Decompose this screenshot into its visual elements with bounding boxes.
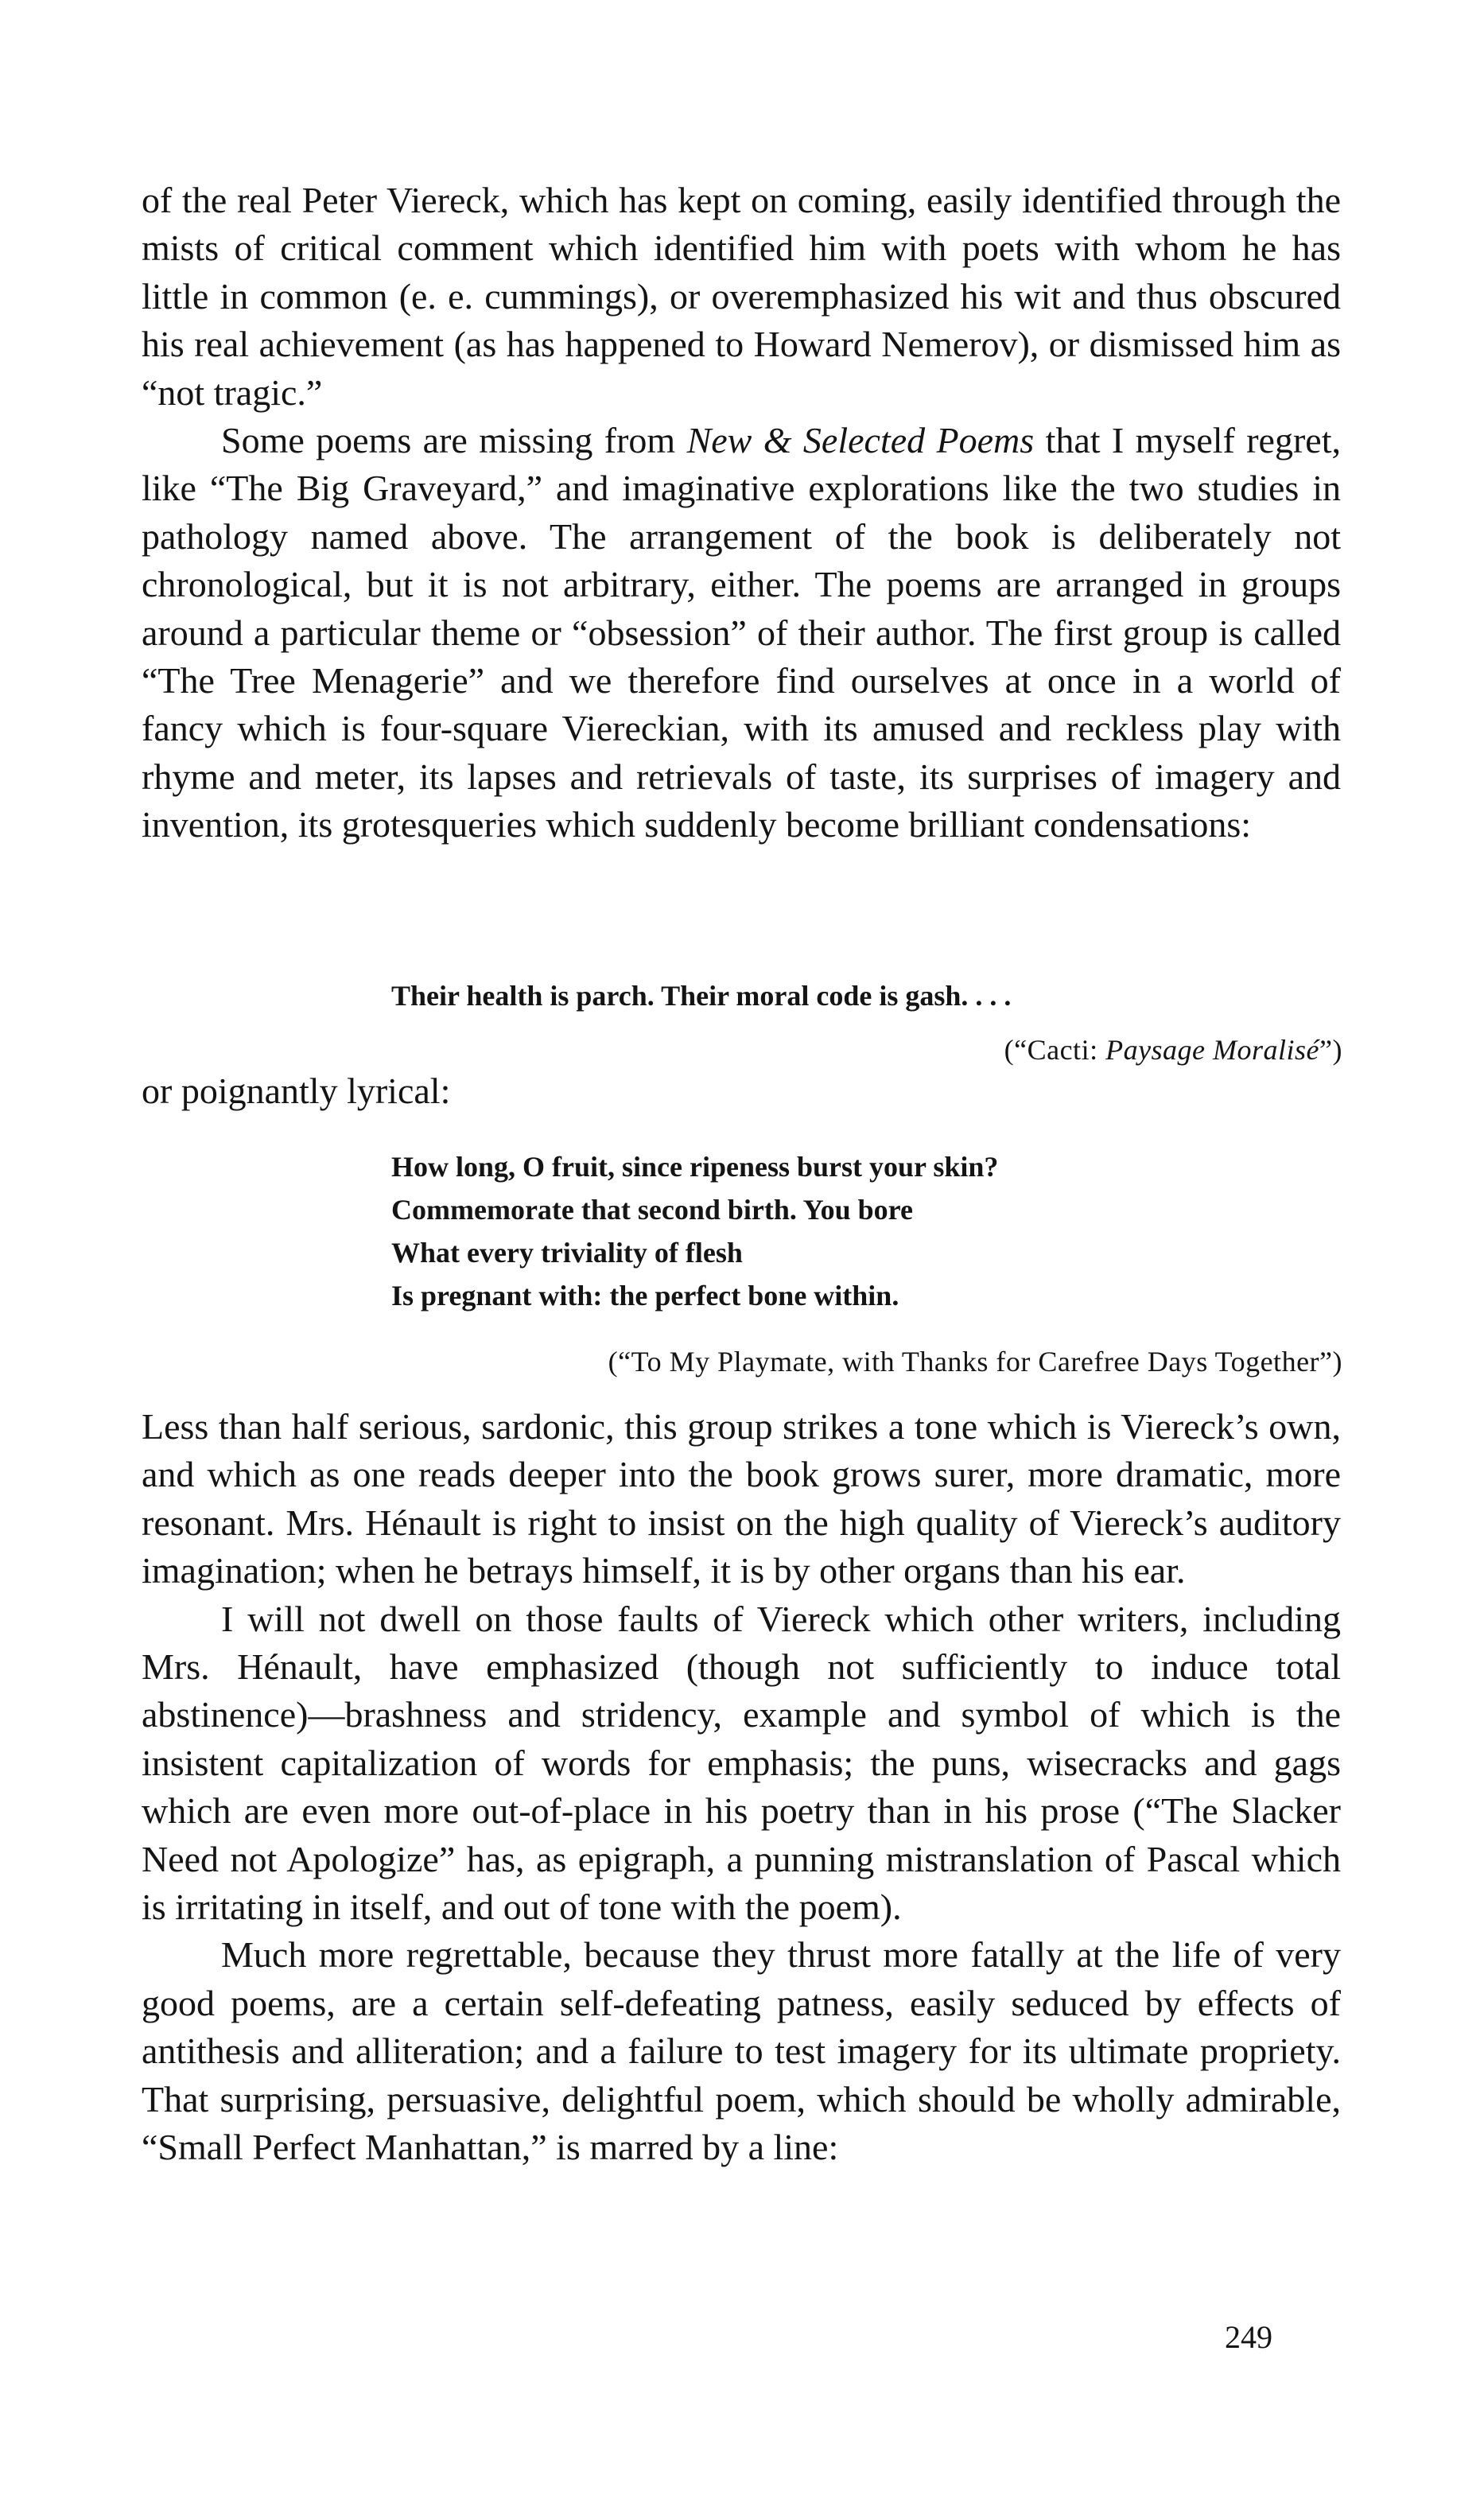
paragraph-patness: Much more regrettable, because they thrust more fatally at the life of very good poems, are a certain self-defeating patness, easily seduced by effects of antithesis and alliteration; and a failure to test imagery for its ultimate propriety. That surprising, persuasive, delightful poem, which should be wholly admirable, “Small Perfect Manhattan,” is marred by a line:	[142, 1934, 1341, 2168]
verse-quote-cacti	[391, 974, 1011, 1017]
verse-line: Is pregnant with: the perfect bone within.	[391, 1280, 899, 1311]
verse-quote-playmate	[391, 1145, 998, 1317]
upper-prose-block	[142, 177, 1341, 849]
citation-cacti	[1004, 1032, 1342, 1067]
verse-line: How long, O fruit, since ripeness burst your skin?	[391, 1151, 999, 1183]
paragraph-new-selected-poems	[142, 417, 1341, 849]
verse-line: What every triviality of flesh	[391, 1237, 743, 1269]
verse-line: Commemorate that second birth. You bore	[391, 1194, 913, 1226]
paragraph-2-text-end: that I myself regret, like “The Big Graveyard,” and imaginative explorations like the two studies in pathology named above. The arrangement of the book is deliberately not chronological, but it is not arbitrary, either. The poems are arranged in groups around a particular theme or “obsession” of their author. The first group is called “The Tree Menagerie” and we therefore find ourselves at once in a world of fancy which is four-square Viereckian, with its amused and reckless play with rhyme and meter, its lapses and retrievals of taste, its surprises of imagery and invention, its grotesqueries which suddenly become brilliant condensations:	[142, 420, 1341, 845]
citation-close: ”)	[1319, 1034, 1342, 1066]
citation-playmate: (“To My Playmate, with Thanks for Carefree Days Together”)	[608, 1346, 1342, 1378]
paragraph-tone: Less than half serious, sardonic, this group strikes a tone which is Viereck’s own, and which as one reads deeper into the book grows surer, more dramatic, more resonant. Mrs. Hénault is right to insist on the high quality of Viereck’s auditory imagination; when he betrays himself, it is by other organs than his ear.	[142, 1406, 1341, 1591]
paragraph-2-text-start: Some poems are missing from	[221, 420, 687, 461]
paragraph-continued: of the real Peter Viereck, which has kept on coming, easily identified through the mists of critical comment which identified him with poets with whom he has little in common (e. e. cummings), or overemphasized his wit and thus obscured his real achievement (as has happened to Howard Nemerov), or dismissed him as “not tragic.”	[142, 180, 1341, 413]
citation-title: Paysage Moralisé	[1105, 1034, 1320, 1066]
citation-open: (“Cacti:	[1004, 1034, 1106, 1066]
paragraph-faults: I will not dwell on those faults of Viereck which other writers, including Mrs. Hénault, have emphasized (though not sufficiently to induce total abstinence)—brashness and stridency, example and symbol of which is the insistent capitalization of words for emphasis; the puns, wisecracks and gags which are even more out-of-place in his poetry than in his prose (“The Slacker Need not Apologize” has, as epigraph, a punning mistranslation of Pascal which is irritating in itself, and out of tone with the poem).	[142, 1598, 1341, 1928]
verse-line: Their health is parch. Their moral code is gash. . . .	[391, 980, 1012, 1012]
lower-prose-block	[142, 1403, 1341, 2172]
page-number: 249	[1225, 2319, 1272, 2355]
lead-in-text: or poignantly lyrical:	[142, 1071, 451, 1111]
book-title: New & Selected Poems	[686, 420, 1035, 461]
